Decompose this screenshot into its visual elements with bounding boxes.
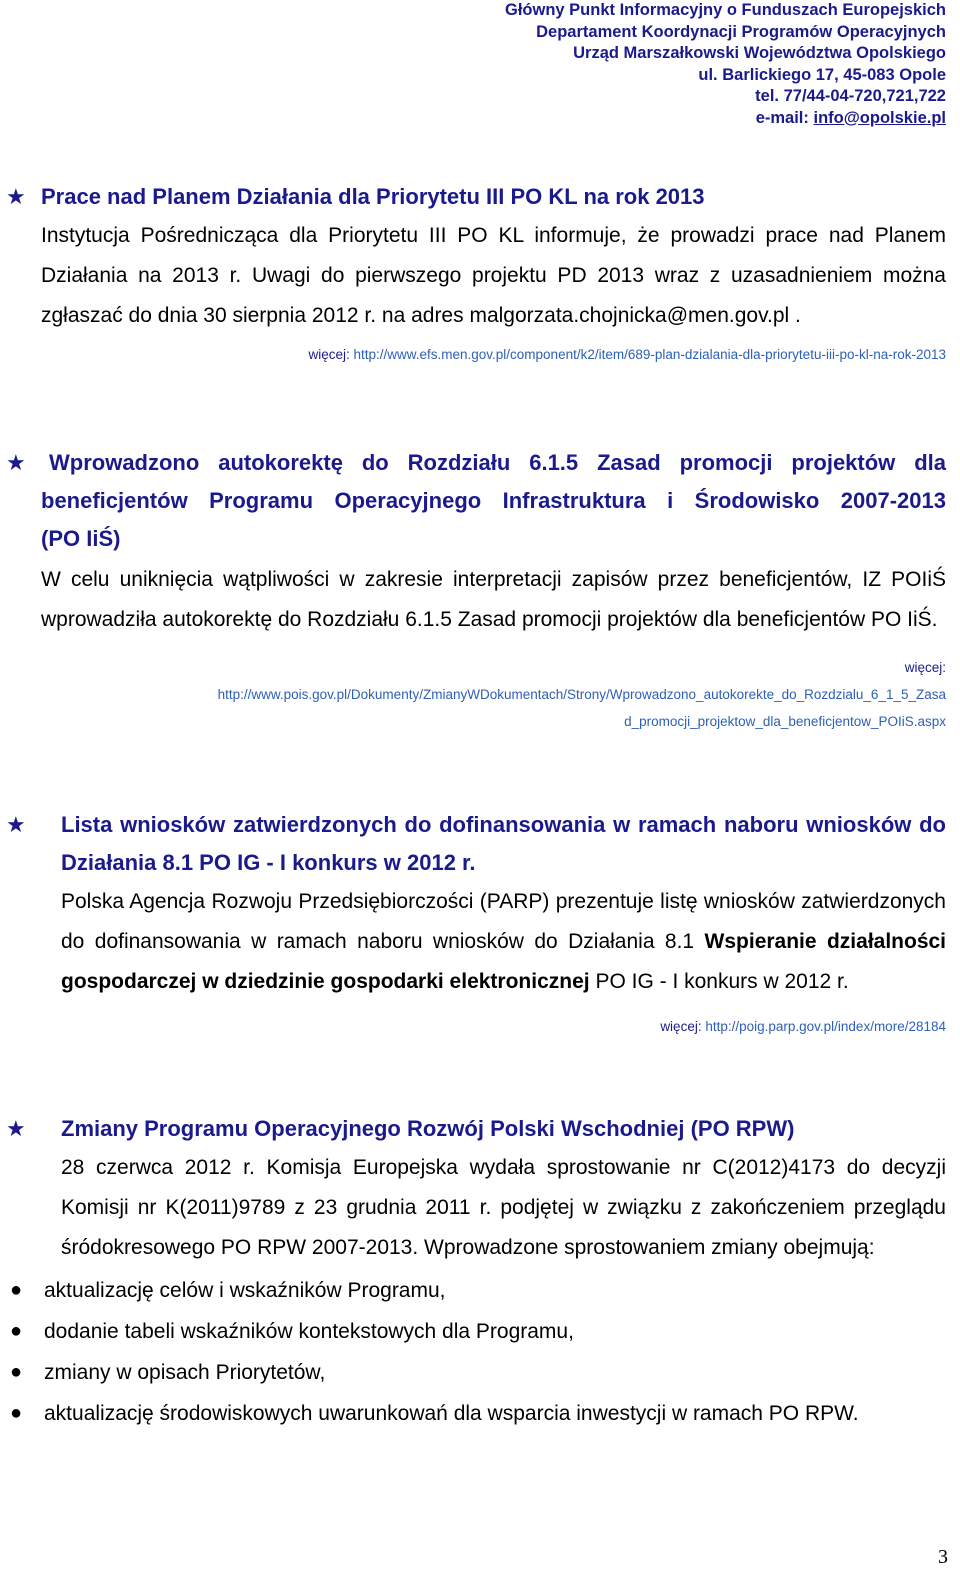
news-section-zmiany-po-rpw: [6, 1110, 946, 1434]
bullet-dot-icon: ●: [10, 1361, 23, 1383]
page-header: [346, 0, 946, 129]
section-body: 28 czerwca 2012 r. Komisja Europejska wydała sprostowanie nr C(2012)4173 do decyzji Komisji nr K(2011)9789 z 23 grudnia 2011 r. podjętej w związku z zakończeniem przeglądu śródokresowego PO RPW 2007-2013. Wprowadzone sprostowaniem zmiany obejmują:: [61, 1156, 946, 1259]
more-label: więcej:: [904, 660, 946, 675]
section-body: [61, 882, 946, 1002]
body-text-part-1: Polska Agencja Rozwoju Przedsiębiorczości (PARP) prezentuje listę wniosków zatwierdzonych do dofinansowania w ramach naboru wniosków do Działania 8.1: [61, 890, 946, 953]
section-title-line-1: Wprowadzono autokorektę do Rozdziału 6.1.5 Zasad promocji projektów dla: [49, 450, 946, 475]
more-label: więcej:: [308, 347, 354, 362]
news-section-plan-dzialania: [6, 178, 946, 366]
body-text-part-2: PO IG - I konkurs w 2012 r.: [589, 970, 849, 993]
header-email-line: [346, 108, 946, 130]
list-item: ● aktualizację celów i wskaźników Programu,: [6, 1270, 946, 1311]
list-item: ● zmiany w opisach Priorytetów,: [6, 1352, 946, 1393]
more-label: więcej:: [660, 1019, 706, 1034]
star-icon: ★: [6, 450, 26, 475]
news-section-autokorekta: [6, 444, 946, 735]
header-line-2: Departament Koordynacji Programów Operacyjnych: [536, 22, 946, 41]
more-link-block: [41, 654, 946, 735]
section-title: Prace nad Planem Działania dla Priorytetu III PO KL na rok 2013: [41, 184, 705, 209]
section-title: Zmiany Programu Operacyjnego Rozwój Polski Wschodniej (PO RPW): [61, 1116, 795, 1141]
header-line-1: Główny Punkt Informacyjny o Funduszach Europejskich: [505, 1, 946, 19]
body-text-bold: Wspieranie działalności gospodarczej w dziedzinie gospodarki elektronicznej: [61, 930, 947, 993]
section-title-line-2: beneficjentów Programu Operacyjnego Infrastruktura i Środowisko 2007-2013: [41, 488, 946, 513]
header-email-label: e-mail:: [755, 108, 814, 127]
star-icon: ★: [6, 812, 26, 837]
header-line-5: tel. 77/44-04-720,721,722: [755, 87, 946, 105]
section-title: Lista wniosków zatwierdzonych do dofinansowania w ramach naboru wniosków do Działania 8.1 PO IG - I konkurs w 2012 r.: [61, 812, 946, 875]
more-link-line: [61, 1016, 946, 1038]
section-body: W celu uniknięcia wątpliwości w zakresie interpretacji zapisów przez beneficjentów, IZ POIiŚ wprowadziła autokorektę do Rozdziału 6.1.5 Zasad promocji projektów dla beneficjentów PO IiŚ.: [41, 568, 946, 631]
news-section-lista-wnioskow: [6, 806, 946, 1038]
star-icon: ★: [6, 1116, 26, 1141]
list-item: ● aktualizację środowiskowych uwarunkowań dla wsparcia inwestycji w ramach PO RPW.: [6, 1393, 946, 1434]
more-url-link[interactable]: http://www.efs.men.gov.pl/component/k2/item/689-plan-dzialania-dla-priorytetu-iii-po-kl-na-rok-2013: [353, 347, 946, 362]
page-number: 3: [938, 1546, 948, 1568]
bullet-dot-icon: ●: [10, 1320, 23, 1342]
bullet-dot-icon: ●: [10, 1402, 23, 1424]
header-line-4: ul. Barlickiego 17, 45-083 Opole: [698, 65, 946, 84]
changes-list: [6, 1270, 946, 1434]
star-icon: ★: [6, 184, 26, 209]
header-line-3: Urząd Marszałkowski Województwa Opolskiego: [573, 44, 946, 62]
list-item: ● dodanie tabeli wskaźników kontekstowych dla Programu,: [6, 1311, 946, 1352]
more-link-line: [41, 344, 946, 366]
more-url-link[interactable]: http://poig.parp.gov.pl/index/more/28184: [705, 1019, 946, 1034]
section-body: Instytucja Pośrednicząca dla Priorytetu III PO KL informuje, że prowadzi prace nad Planem Działania na 2013 r. Uwagi do pierwszego projektu PD 2013 wraz z uzasadnieniem można zgłaszać do dnia 30 sierpnia 2012 r. na adres malgorzata.chojnicka@men.gov.pl .: [41, 224, 946, 327]
header-email-link[interactable]: info@opolskie.pl: [813, 108, 946, 127]
more-url-link-line-1[interactable]: http://www.pois.gov.pl/Dokumenty/ZmianyWDokumentach/Strony/Wprowadzono_autokorekte_do_Rozdzialu_6_1_5_Zasa: [217, 687, 946, 702]
more-url-link-line-2[interactable]: d_promocji_projektow_dla_beneficjentow_POIiS.aspx: [624, 714, 946, 729]
bullet-dot-icon: ●: [10, 1279, 23, 1301]
section-title-line-3: (PO IiŚ): [41, 526, 121, 551]
